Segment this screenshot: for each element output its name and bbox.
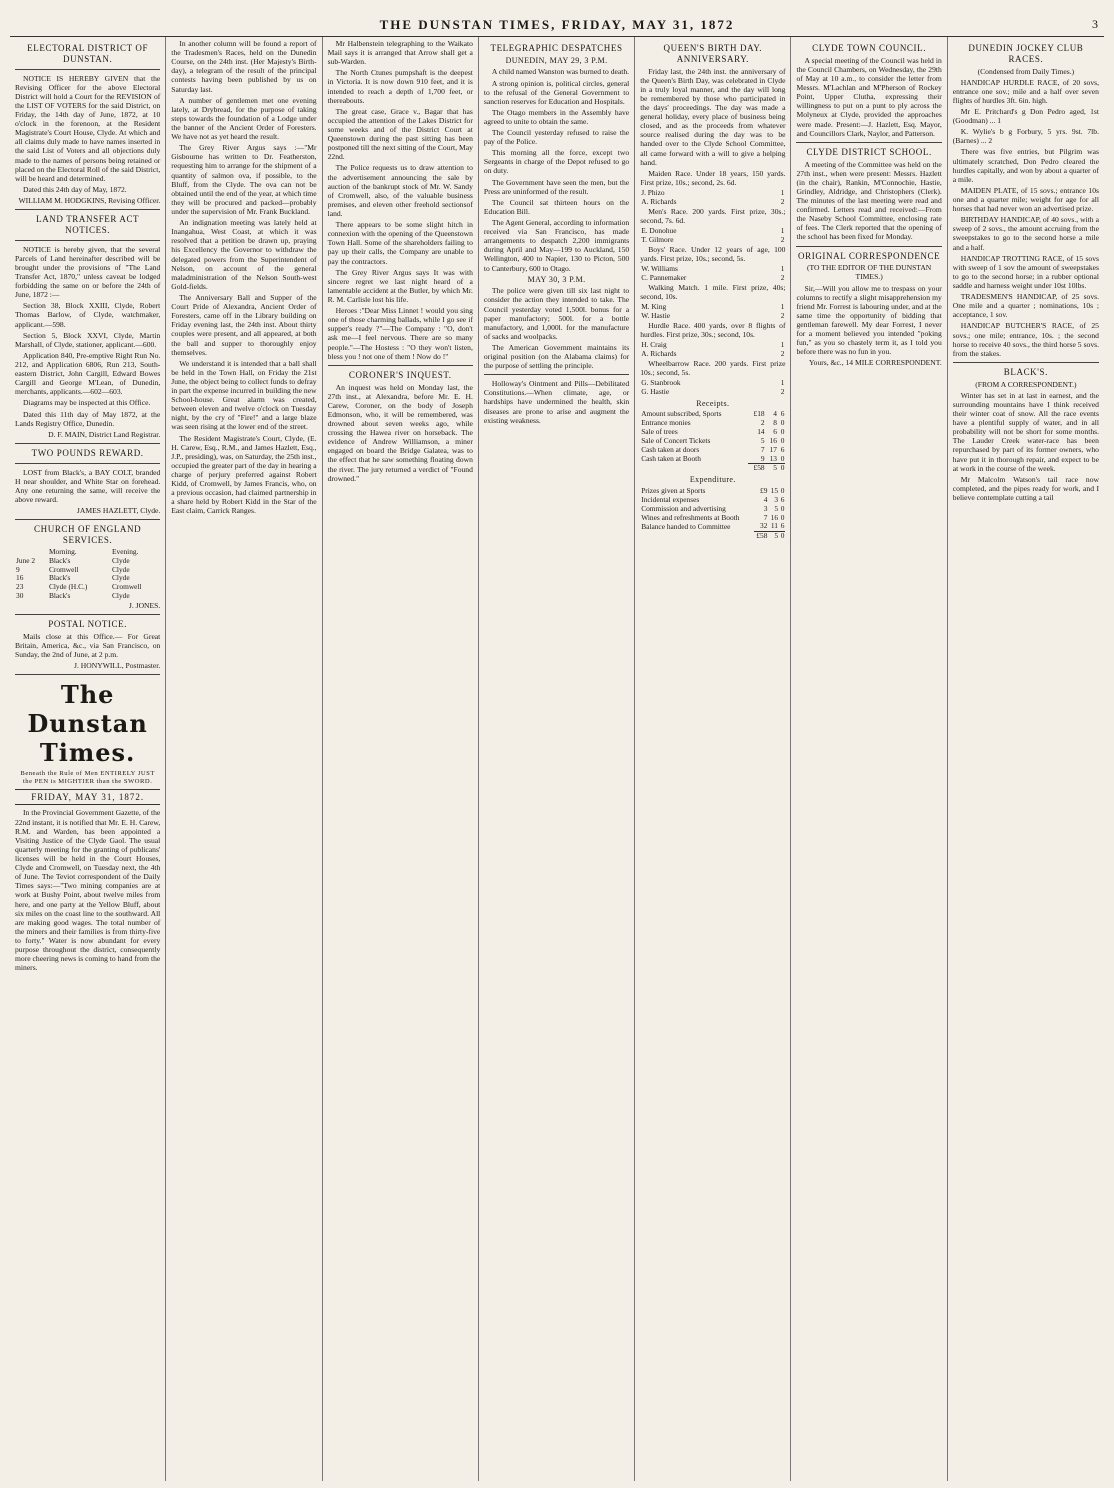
cell: June 2 — [16, 555, 36, 565]
cell: £18 — [753, 409, 765, 419]
electoral-text: NOTICE IS HEREBY GIVEN that the Revising Officer for the above Electoral District will hold a Court for the REVISION of the LIST OF VOTERS for the said District, on Friday, the 14th day of June, 1872, at 10 o'clock in the forenoon, at the Resident Magistrate's Court House, Clyde. At which and all claims duly made to have names inserted in the said List of Voters and all objections duly made to the names of persons being retained or placed on the Electoral Roll of the said District, will be heard and determined. — [15, 73, 161, 183]
news-paragraph: The Council yesterday refused to raise the pay of the Police. — [483, 128, 630, 147]
column-7 — [948, 37, 1104, 1481]
news-paragraph: We understand it is intended that a ball shall be held in the Town Hall, on Friday the 21st June, the object being to collect funds to defray in part the expense incurred in building the new School-house. Great alarm was created, between eleven and twelve o'clock on Tuesday night, by the cry of "Fire!" and a large blaze was seen rising at the lower end of the street. — [171, 358, 317, 432]
cell: 13 — [769, 453, 777, 463]
page-number: 3 — [1092, 17, 1098, 31]
correspondence-title: ORIGINAL CORRESPONDENCE — [798, 250, 941, 261]
paper-motto: Beneath the Rule of Men ENTIRELY JUST the PEN is MIGHTIER than the SWORD. — [20, 769, 155, 785]
running-title: THE DUNSTAN TIMES, FRIDAY, MAY 31, 1872 — [379, 17, 735, 32]
cell: Amount subscribed, Sports — [641, 409, 722, 419]
divider — [796, 142, 941, 143]
postal-title: POSTAL NOTICE. — [48, 619, 128, 630]
news-paragraph: The Otago members in the Assembly have agreed to unite to obtain the same. — [483, 107, 630, 126]
cell: Clyde — [112, 573, 130, 583]
telegraph-dateline: DUNEDIN, MAY 29, 3 P.M. — [505, 55, 608, 65]
cell: 30 — [16, 591, 24, 601]
cell: Sale of Concert Tickets — [641, 435, 711, 445]
cell: 0 — [780, 435, 785, 445]
result-event: Hurdle Race. 400 yards, over 8 flights of hurdles. First prize, 30s.; second, 10s. — [640, 320, 786, 339]
cell: 4 — [773, 409, 777, 419]
placing: 1 — [780, 225, 785, 235]
entrant-name: H. Craig — [641, 339, 667, 349]
blacks-title: BLACK'S. — [1003, 366, 1048, 377]
divider — [15, 69, 160, 70]
cell: 5 — [774, 503, 779, 513]
cell: Clyde — [112, 555, 130, 565]
cell: Cromwell — [112, 582, 142, 592]
cell: £9 — [760, 485, 768, 495]
cell: Black's — [48, 555, 71, 565]
land-item: Application 840, Pre-emptive Right Run No. 212, and Application 6806, Run 213, South-eastern District, John Cargill, Edward Bowes Cargill and George M'Lean, of Dunedin, merchants, applicants.—602—603. — [15, 350, 161, 397]
cell: 14 — [757, 426, 765, 436]
total-cell — [640, 532, 753, 541]
race-paragraph: BIRTHDAY HANDICAP, of 40 sovs., with a sweep of 2 sovs., the amount accruing from the sweepstakes to go to the second horse a mile and a half. — [952, 215, 1099, 252]
placing: 1 — [780, 339, 785, 349]
postal-text: Mails close at this Office.— For Great Britain, America, &c., via San Francisco, on Sunday, the 2nd of June, at 2 p.m. — [15, 632, 161, 660]
news-paragraph: Heroes :"Dear Miss Linnet ! would you sing one of those charming ballads, while I go see if supper's ready ?"—The Company : "O, don't ask me—I feel nervous. There are so many people."—The Hostess : "O they won't listen, bless you ! not one of them ! Now do !" — [327, 306, 473, 361]
land-note: Diagrams may be inspected at this Office. — [23, 398, 151, 408]
divider — [15, 240, 160, 241]
result-event: Wheelbarrow Race. 200 yards. First prize 10s.; second, 5s. — [640, 358, 786, 377]
school-text: A meeting of the Committee was held on the 27th inst., when were present: Messrs. Hazlett (in the chair), Rankin, M'Connochie, Hastie, Grindley, Aldridge, and Christophers (Clerk). The minutes of the last meeting were read and confirmed. Letters read and received:—From the Naseby School Committee, enclosing rate of fees. The Clerk reported that the opening of the school has been fixed for Monday. — [796, 159, 942, 242]
land-signature: D. F. MAIN, District Land Registrar. — [48, 429, 161, 439]
column-6 — [791, 37, 947, 1481]
placing: 2 — [780, 196, 785, 206]
news-paragraph: The police were given till six last night to consider the action they intended to take. The Council yesterday voted 1,500l. bonus for a paper manufactory; 500l. for a bottle manufactory, and 1,000l. for the manufacture of sacks and woolpacks. — [483, 286, 630, 341]
divider — [15, 209, 160, 210]
race-paragraph: HANDICAP TROTTING RACE, of 15 sovs with sweep of 1 sov the amount of sweepstakes to go to the second horse; in a rubber optional saddle and harness weight under 10st 10lbs. — [952, 253, 1099, 290]
cell: 8 — [773, 418, 777, 428]
birthday-intro: Friday last, the 24th inst. the anniversary of the Queen's Birth Day, was celebrated in Clyde in a truly loyal manner, and the day will long be remembered by those who participated in the days' proceedings. The day was made a general holiday, every place of business being closed, and as the proceeds from whatever source realised during the day was to be handed over to the Clyde School Committee, all came forward with a will to give a helping hand. — [640, 66, 786, 167]
divider — [953, 362, 1099, 363]
receipts-title: Receipts. — [696, 398, 730, 408]
divider — [796, 246, 941, 247]
race-paragraph: K. Wylie's b g Forbury, 5 yrs. 9st. 7lb. (Barnes) ... 2 — [952, 127, 1099, 146]
cell: 6 — [780, 444, 785, 454]
races-subtitle: (Condensed from Daily Times.) — [977, 66, 1075, 76]
result-event: Walking Match. 1 mile. First prize, 40s; second, 10s. — [640, 282, 786, 301]
cell: Cash taken at Booth — [641, 453, 701, 463]
blacks-note: (FROM A CORRESPONDENT.) — [975, 379, 1077, 389]
cell: Clyde — [112, 564, 130, 574]
news-paragraph: There appears to be some slight hitch in connexion with the opening of the Queenstown Town Hall. Some of the shareholders failing to pay up their calls, the Company are unable to pay the contractors. — [327, 220, 473, 266]
cell: Cash taken at doors — [641, 444, 700, 454]
header-cell: Morning. — [48, 546, 77, 556]
cell: Black's — [48, 591, 71, 601]
result-event: Maiden Race. Under 18 years, 150 yards. First prize, 10s.; second, 2s. 6d. — [640, 168, 786, 187]
divider — [15, 443, 160, 444]
cell: 11 — [770, 521, 779, 531]
cell: Cromwell — [48, 564, 79, 574]
cell: 15 — [770, 485, 779, 495]
entrant-name: G. Hastie — [641, 386, 670, 396]
inquest-text: An inquest was held on Monday last, the 27th inst., at Alexandra, before Mr. E. H. Carew, Coroner, on the body of Joseph Edmonson, who, it will be remembered, was drowned about seven weeks ago, while crossing the Hawea river on horseback. The evidence of Andrew Williamson, a miner engaged on board the Bridge Galatea, was to the effect that he saw something floating down the river. The jury returned a verdict of "Found drowned." — [327, 382, 473, 483]
placing: 1 — [780, 301, 785, 311]
expenditure-table — [640, 487, 785, 541]
placing: 1 — [780, 263, 785, 273]
telegraph-dateline: MAY 30, 3 P.M. — [527, 274, 586, 284]
cell: 2 — [760, 418, 765, 428]
church-table — [15, 548, 160, 601]
entrant-name: J. Phizo — [641, 188, 665, 198]
news-paragraph: The Government have seen the men, but the Press are uninformed of the result. — [483, 177, 630, 196]
cell: 6 — [780, 521, 785, 531]
table-row — [640, 388, 785, 397]
result-entries — [640, 303, 785, 321]
table-row — [640, 198, 785, 207]
news-paragraph: In another column will be found a report of the Tradesmen's Races, held on the Dunedin Course, on the 24th inst. (Her Majesty's Birth-day), a telegram of the result of the principal contests having been published by us on Saturday last. — [171, 39, 317, 94]
news-paragraph: A strong opinion is, political circles, general to the refusal of the General Government to sanction reserves for Education and Hospitals. — [483, 78, 630, 106]
divider — [15, 519, 160, 520]
table-row — [640, 236, 785, 245]
cell: 0 — [780, 453, 785, 463]
news-paragraph: The Grey River Argus says :—"Mr Gisbourne has written to Dr. Featherston, requesting him to arrange for the shipment of a quantity of salmon ova, if possible, to the Bluff, from the Clyde. The ova can not be obtained until the end of the year, at which time they will be procured and packed—probably under the supervision of Mr. Frank Buckland. — [171, 143, 317, 216]
divider — [15, 463, 160, 464]
telegraph-title: TELEGRAPHIC DESPATCHES — [490, 43, 623, 53]
news-paragraph: The Resident Magistrate's Court, Clyde, (E. H. Carew, Esq., R.M., and James Hazlett, Esq., J.P., presiding), was, on Saturday, the 25th inst., occupied the greater part of the day in hearing a charge of perjury preferred against Robert Kidd, of Cromwell, by James Francis, who, on a previous occasion, had claimed partnership in a share held by Robert Kidd in the Star of the East claim, Carrick Ranges. — [171, 433, 317, 516]
entrant-name: G. Stanbrook — [641, 377, 681, 387]
news-paragraph: The North Ctunes pumpshaft is the deepest in Victoria. It is now down 910 feet, and it is intended to reach a depth of 1,700 feet, or thereabouts. — [327, 68, 473, 105]
column-2 — [166, 37, 322, 1481]
news-paragraph: A child named Wanston was burned to death. — [491, 67, 630, 77]
news-paragraph: The Agent General, according to information received via San Francisco, has made arrangements to despatch 2,200 immigrants during April and May—199 to Auckland, 150 Wellington, 400 to Napier, 130 to Picton, 500 to Canterbury, 600 to Otago. — [483, 218, 630, 273]
inquest-title: CORONER'S INQUEST. — [348, 369, 452, 380]
electoral-date: Dated this 24th day of May, 1872. — [23, 184, 127, 194]
cell: 5 — [760, 435, 765, 445]
land-text: NOTICE is hereby given, that the several Parcels of Land hereinafter described will be brought under the provisions of "The Land Transfer Act, 1870," unless caveat be lodged forbidding the same on or before the 24th of June, 1872 :— — [15, 244, 161, 300]
race-paragraph: HANDICAP BUTCHER'S RACE, of 25 sovs.; one mile; entrance, 10s. ; the second horse to receive 40 sovs., the third horse 5 sovs. from the stakes. — [952, 321, 1099, 358]
result-event: Boys' Race. Under 12 years of age, 100 yards. First prize, 10s.; second, 5s. — [640, 244, 786, 263]
church-signature: J. JONES. — [128, 601, 161, 611]
table-row — [15, 557, 160, 566]
placing: 1 — [780, 188, 785, 198]
table-row — [15, 592, 160, 601]
race-paragraph: TRADESMEN'S HANDICAP, of 25 sovs. One mile and a quarter ; nominations, 10s ; acceptance, 1 sov. — [952, 292, 1099, 320]
receipts-table — [640, 410, 785, 473]
result-event: Men's Race. 200 yards. First prize, 30s.; second, 7s. 6d. — [640, 206, 786, 225]
race-paragraph: MAIDEN PLATE, of 15 sovs.; entrance 10s one and a quarter mile; weight for age for all horses that had never won an advertised prize. — [952, 185, 1099, 214]
news-paragraph: The Police requests us to draw attention to the advertisement announcing the sale by auction of the bankrupt stock of Mr. W. Sandy of Cromwell, also, of the valuable business premises, and eleven other freehold sectionsof land. — [327, 163, 473, 218]
expenditure-title: Expenditure. — [689, 475, 736, 485]
cell: 17 — [769, 444, 777, 454]
cell: 0 — [780, 503, 785, 513]
entrant-name: T. Gilmore — [641, 234, 674, 244]
cell: 0 — [780, 485, 785, 495]
result-entries — [640, 265, 785, 283]
cell: 7 — [763, 512, 768, 522]
news-paragraph: This morning all the force, except two Sergeants in charge of the Depot refused to go on duty. — [483, 148, 630, 176]
news-paragraph: Mr Halbenstein telegraphing to the Waikato Mail says it is arranged that Arrow shall get a sub-Warden. — [327, 39, 473, 67]
correspondence-text: Sir,—Will you allow me to trespass on your columns to rectify a slight misapprehension my friend Mr. Forrest is labouring under, and at the same time the opportunity of bidding that gentleman farewell. My dear Forrest, I never for a moment believed you intended "poking fun," as you so chastely term it, as I told you before there was no fun in you. — [796, 283, 942, 357]
result-entries — [640, 189, 785, 207]
cell: 3 — [774, 494, 779, 504]
issue-dateline: FRIDAY, MAY 31, 1872. — [15, 789, 160, 806]
total-cell — [640, 464, 748, 473]
total-cell: £58 — [754, 532, 769, 541]
cell: 6 — [773, 426, 777, 436]
cell: Clyde (H.C.) — [48, 582, 88, 592]
entrant-name: M. King — [641, 301, 667, 311]
land-date: Dated this 11th day of May 1872, at the Lands Registry Office, Dunedin. — [15, 409, 161, 428]
news-paragraph: Winter has set in at last in earnest, and the surrounding mountains have I think received their winter coat of snow. All the race events have a plentiful supply of water, and in all probability will not be short for some months. The Lauder Creek water-race has been repurchased by part of its former owners, who have put it in thorough repair, and expect to be at work in the course of the week. — [952, 390, 1099, 473]
news-paragraph: A number of gentlemen met one evening lately, at Drybread, for the purpose of taking steps towards the foundation of a Lodge under the banner of the Ancient Order of Foresters. We have not as yet heard the result. — [171, 95, 317, 142]
cell: Black's — [48, 573, 71, 583]
news-paragraph: The great case, Grace v., Bagar that has occupied the attention of the Lakes District for some weeks and of the District Court at Queenstown during the past sitting has been postponed till the next sitting of the Court, May 22nd. — [327, 106, 473, 162]
divider — [15, 614, 160, 615]
divider — [484, 374, 629, 375]
entrant-name: C. Pannemaker — [641, 272, 687, 282]
result-entries — [640, 227, 785, 245]
total-row — [640, 532, 785, 541]
reward-text: LOST from Black's, a BAY COLT, branded H near shoulder, and White Star on forehead. Any one returning the same, will receive the above reward. — [15, 467, 161, 505]
birthday-title: QUEEN'S BIRTH DAY. ANNIVERSARY. — [663, 43, 763, 64]
race-paragraph: Mr E. Pritchard's g Don Pedro aged, 1st (Goodman) ... 1 — [952, 107, 1099, 126]
cell: 16 — [770, 512, 779, 522]
column-1 — [10, 37, 166, 1481]
cell: 3 — [763, 503, 768, 513]
race-paragraph: There was five entries, but Pilgrim was ultimately scratched, Don Pedro cleared the hurdles capitally, and won by about a quarter of a mile. — [952, 147, 1099, 184]
divider — [328, 365, 473, 366]
placing: 2 — [780, 386, 785, 396]
cell: 0 — [780, 426, 785, 436]
school-title: CLYDE DISTRICT SCHOOL. — [806, 146, 932, 157]
cell: 9 — [760, 453, 765, 463]
cell: 6 — [780, 494, 785, 504]
cell: Wines and refreshments at Booth — [641, 512, 740, 522]
entrant-name: A. Richards — [641, 348, 677, 358]
page-masthead — [10, 6, 1104, 37]
total-cell: 0 — [778, 464, 786, 473]
cell: Incidental expenses — [641, 494, 700, 504]
cell: 4 — [763, 494, 768, 504]
entrant-name: E. Donohue — [641, 225, 677, 235]
columns — [10, 37, 1104, 1481]
table-row — [640, 312, 785, 321]
news-paragraph: The Grey River Argus says It was with sincere regret we last night heard of a lamentable accident at the Butler, by which Mr. R. M. Carlisle lost his life. — [327, 267, 473, 304]
table-row — [15, 566, 160, 575]
result-entries — [640, 341, 785, 359]
table-row — [15, 583, 160, 592]
cell: Entrance monies — [641, 418, 691, 428]
cell: 32 — [760, 521, 768, 531]
placing: 2 — [780, 348, 785, 358]
column-5 — [635, 37, 791, 1481]
electoral-title: ELECTORAL DISTRICT OF DUNSTAN. — [27, 43, 149, 64]
correspondence-signature: Yours, &c., 14 MILE CORRESPONDENT. — [808, 358, 942, 368]
total-row — [640, 464, 785, 473]
cell: 16 — [769, 435, 777, 445]
results-list — [640, 169, 785, 397]
council-title: CLYDE TOWN COUNCIL. — [812, 43, 927, 53]
news-paragraph: Mr Malcolm Watson's tail race now completed, and the pipes ready for work, and I believe contemplate cutting a tail — [952, 474, 1099, 502]
total-cell: 5 — [768, 532, 779, 541]
cell: Clyde — [112, 591, 130, 601]
total-cell: 0 — [780, 531, 785, 541]
land-title: LAND TRANSFER ACT NOTICES. — [36, 214, 140, 235]
entrant-name: W. Williams — [641, 263, 678, 273]
race-paragraph: HANDICAP HURDLE RACE, of 20 sovs, entrance one sov.; mile and a half over seven flights of hurdles 3ft. 6in. high. — [952, 77, 1099, 105]
total-cell: £58 — [748, 464, 765, 473]
electoral-signature: WILLIAM M. HODGKINS, Revising Officer. — [18, 196, 161, 206]
news-paragraph: The Council sat thirteen hours on the Education Bill. — [483, 197, 630, 216]
reward-title: TWO POUNDS REWARD. — [31, 447, 144, 458]
total-cell: 5 — [766, 464, 778, 473]
cell: Commission and advertising — [641, 503, 726, 513]
cell: 7 — [760, 444, 765, 454]
result-entries — [640, 379, 785, 397]
cell: 0 — [780, 418, 785, 428]
cell: Sale of trees — [641, 426, 678, 436]
church-title: CHURCH OF ENGLAND SERVICES. — [34, 524, 142, 546]
entrant-name: W. Hastie — [641, 310, 671, 320]
races-title: DUNEDIN JOCKEY CLUB RACES. — [968, 43, 1084, 64]
column-4 — [479, 37, 635, 1481]
table-header — [15, 548, 160, 557]
cell: Balance handed to Committee — [641, 521, 731, 531]
cell: 9 — [16, 564, 20, 574]
news-paragraph: The American Government maintains its original position (on the Alabama claims) for the purpose of settling the principle. — [483, 342, 630, 371]
cell: Prizes given at Sports — [641, 485, 706, 495]
column-3 — [323, 37, 479, 1481]
leader-text: In the Provincial Government Gazette, of the 22nd instant, it is notified that Mr. E. H. Carew, R.M. and Warden, has been appointed a Visiting Justice of the Clyde Gaol. The usual quarterly meeting for the granting of publicans' licenses will be held in the Court Houses, Clyde and Cromwell, on Tuesday next, the 4th of June. The Teviot correspondent of the Daily Times says:—"Two mining companies are at work at Bushy Point, about twelve miles from here, and one party at the Yellow Bluff, about six miles on the coast line to the southward. All are making good wages. The total number of the miners and their families is from thirty-five to forty." Water is now abundant for every purpose throughout the district, consequently more cheering news is coming to hand from the miners. — [15, 808, 161, 973]
postal-signature: J. HONYWILL, Postmaster. — [74, 661, 161, 671]
entrant-name: A. Richards — [641, 196, 677, 206]
paper-nameplate: The Dunstan Times. — [27, 680, 148, 768]
land-item: Section 5, Block XXVI, Clyde, Martin Marshall, of Clyde, stationer, applicant.—600. — [15, 330, 161, 349]
header-cell: Evening. — [112, 546, 139, 556]
council-text: A special meeting of the Council was held in the Council Chambers, on Wednesday, the 29th of May at 10 a.m., to consider the letter from Messrs. M'Lachlan and M'Pherson of Rockey Point, Upper Clutha, expressing their willingness to put on a punt to ply across the Molyneux at Clyde, provided the approaches were made. Present:—J. Hazlett, Esq. Mayor, and Councillors Clark, Naylor, and Patterson. — [796, 55, 942, 138]
placing: 2 — [780, 234, 785, 244]
reward-signature: JAMES HAZLETT, Clyde. — [76, 506, 161, 516]
table-row — [640, 350, 785, 359]
cell: 16 — [16, 573, 24, 583]
correspondence-note: (TO THE EDITOR OF THE DUNSTAN TIMES.) — [806, 263, 932, 282]
cell: 0 — [780, 512, 785, 522]
news-paragraph: An indignation meeting was lately held at Inangahua, West Coast, at which it was resolved that a petition be drawn up, praying his Excellency the Governor to withdraw the delegated powers from the Superintendent of Nelson, on account of the general maladministration of the Nelson South-west Gold-fields. — [171, 218, 317, 291]
cell: 23 — [16, 582, 24, 592]
news-paragraph: The Anniversary Ball and Supper of the Court Pride of Alexandra, Ancient Order of Foresters, came off in the Library building on Friday evening last, the 24th inst. About thirty couples were present, and all appeared, at both the ball and supper to thoroughly enjoy themselves. — [171, 292, 317, 357]
placing: 1 — [780, 377, 785, 387]
cell: 6 — [780, 409, 785, 419]
advert-paragraph: Holloway's Ointment and Pills—Debilitated Constitutions.—When climate, age, or hardships have undermined the health, skin diseases are prone to arise and augment the existing weakness. — [483, 379, 630, 425]
divider — [15, 674, 160, 675]
table-row — [640, 274, 785, 283]
placing: 2 — [780, 272, 785, 282]
placing: 2 — [780, 310, 785, 320]
land-item: Section 38, Block XXIII, Clyde, Robert Thomas Barlow, of Clyde, watchmaker, applicant.—598. — [15, 301, 161, 329]
